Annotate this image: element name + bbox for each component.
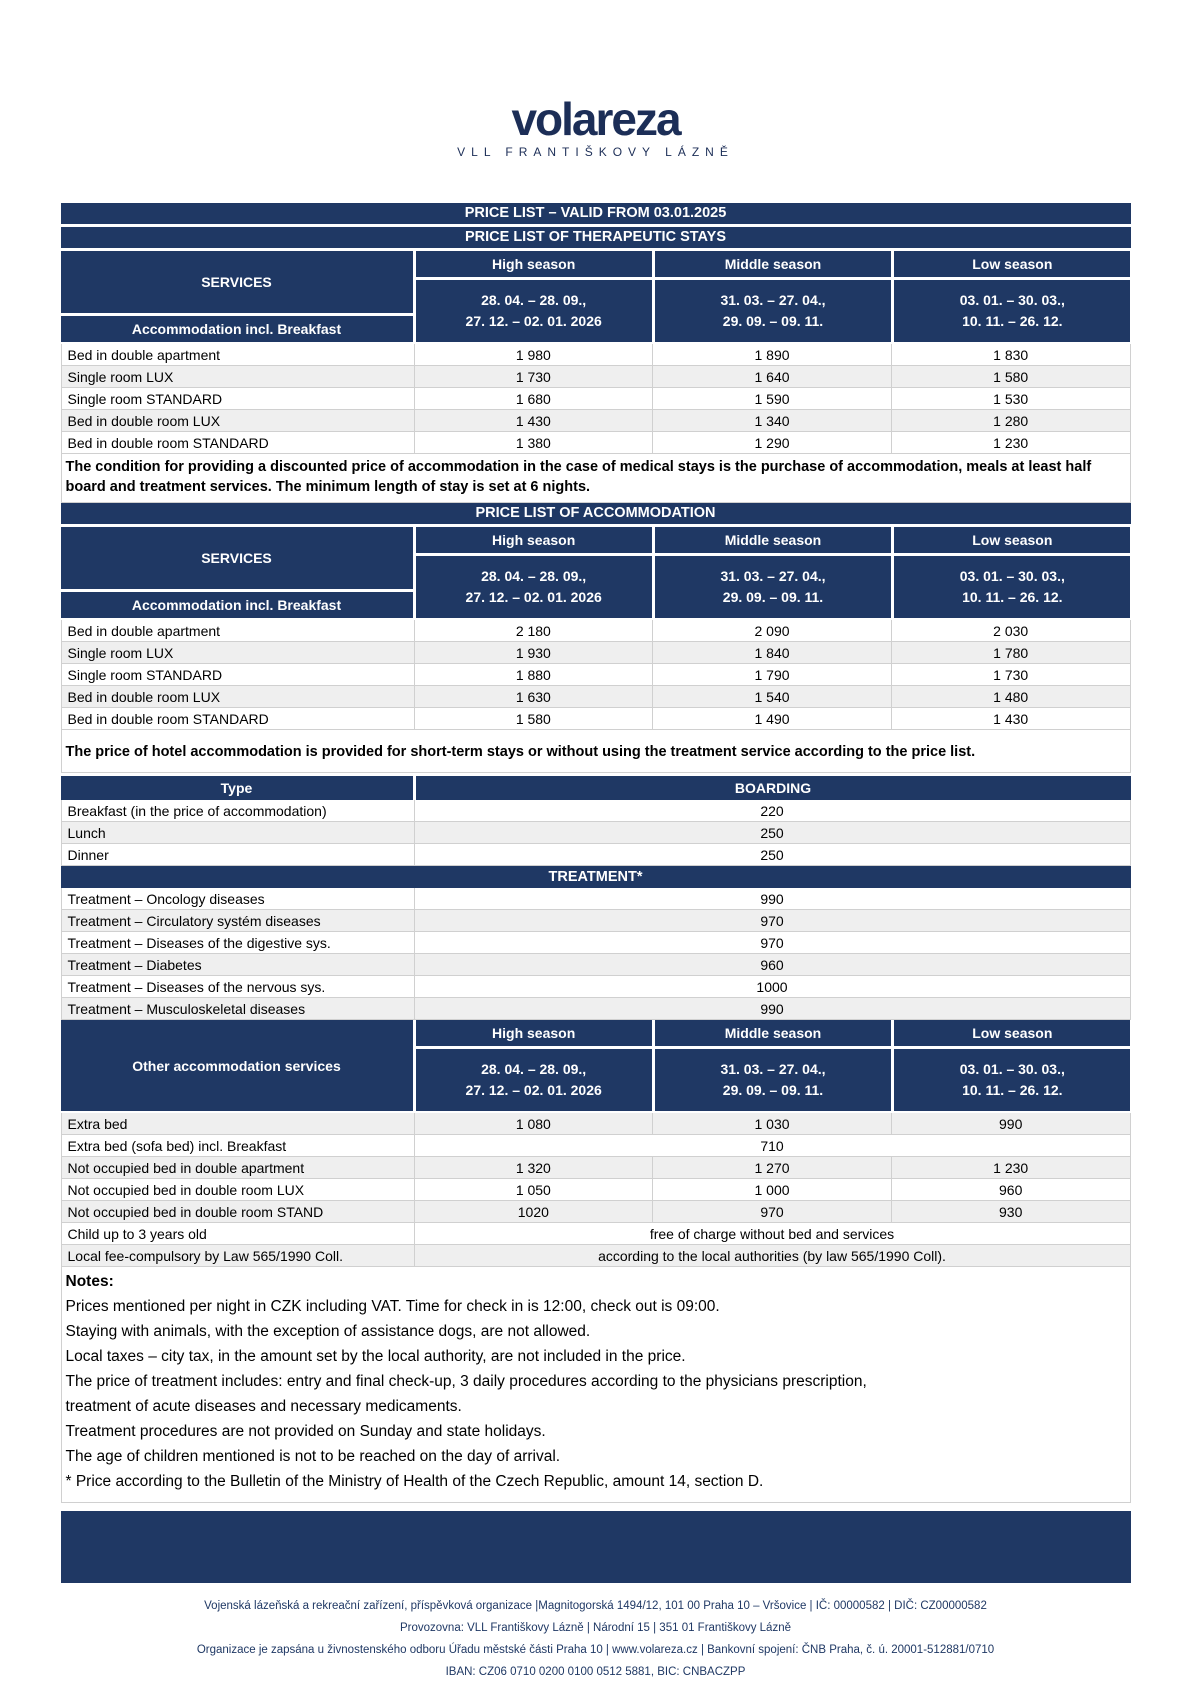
low-season-column-header: Low season 03. 01. – 30. 03., 10. 11. – 26. 12.	[894, 1020, 1130, 1111]
accommodation-section-title: PRICE LIST OF ACCOMMODATION	[61, 503, 1131, 524]
high-season-price: 1020	[414, 1201, 653, 1222]
low-season-price: 1 480	[891, 686, 1130, 707]
treatment-price: 990	[414, 998, 1130, 1019]
document-body	[61, 203, 1131, 1583]
table-row	[62, 1201, 1130, 1223]
middle-season-price: 1 540	[652, 686, 891, 707]
therapeutic-table-header	[61, 251, 1131, 342]
note-line: Local taxes – city tax, in the amount set by the local authority, are not included in the price.	[65, 1348, 686, 1365]
service-label: Bed in double room STANDARD	[67, 434, 269, 451]
high-season-dates: 28. 04. – 28. 09., 27. 12. – 02. 01. 2026	[416, 556, 652, 618]
treatment-price: 1000	[414, 976, 1130, 997]
high-season-price: 1 730	[414, 366, 653, 387]
logo	[0, 0, 1191, 159]
treatment-table	[61, 888, 1131, 1020]
treatment-type: Treatment – Diabetes	[67, 956, 202, 973]
middle-season-column-header: Middle season 31. 03. – 27. 04., 29. 09. – 09. 11.	[655, 251, 891, 342]
high-season-price: 1 680	[414, 388, 653, 409]
boarding-price: 220	[414, 800, 1130, 821]
high-season-dates: 28. 04. – 28. 09., 27. 12. – 02. 01. 2026	[416, 280, 652, 342]
other-services-table	[61, 1113, 1131, 1267]
low-season-price: 1 580	[891, 366, 1130, 387]
note-line: * Price according to the Bulletin of the Ministry of Health of the Czech Republic, amount 14, section D.	[65, 1473, 764, 1490]
high-season-price: 1 380	[414, 432, 653, 453]
service-label: Single room LUX	[67, 644, 174, 661]
high-season-price: 1 580	[414, 708, 653, 729]
low-season-price: 1 230	[891, 432, 1130, 453]
high-season-price: 1 630	[414, 686, 653, 707]
spanning-value: 710	[414, 1135, 1130, 1156]
service-label: Bed in double room LUX	[67, 688, 221, 705]
high-season-price: 1 050	[414, 1179, 653, 1200]
table-row	[62, 708, 1130, 730]
therapeutic-section-title: PRICE LIST OF THERAPEUTIC STAYS	[61, 227, 1131, 248]
table-row	[62, 366, 1130, 388]
service-label: Extra bed	[67, 1115, 128, 1132]
low-season-dates: 03. 01. – 30. 03., 10. 11. – 26. 12.	[894, 1049, 1130, 1111]
low-season-price: 1 730	[891, 664, 1130, 685]
services-column-header	[61, 527, 413, 618]
table-row	[62, 410, 1130, 432]
middle-season-dates: 31. 03. – 27. 04., 29. 09. – 09. 11.	[655, 556, 891, 618]
note-line: Staying with animals, with the exception of assistance dogs, are not allowed.	[65, 1323, 591, 1340]
table-row	[62, 344, 1130, 366]
middle-season-dates: 31. 03. – 27. 04., 29. 09. – 09. 11.	[655, 1049, 891, 1111]
treatment-section-title: TREATMENT*	[61, 866, 1131, 888]
note-line: The age of children mentioned is not to be reached on the day of arrival.	[65, 1448, 561, 1465]
notes-title: Notes:	[65, 1273, 114, 1290]
table-row	[62, 1223, 1130, 1245]
table-row	[62, 620, 1130, 642]
treatment-price: 970	[414, 932, 1130, 953]
service-label: Bed in double room LUX	[67, 412, 221, 429]
low-season-price: 1 780	[891, 642, 1130, 663]
middle-season-price: 2 090	[652, 620, 891, 641]
note-line: treatment of acute diseases and necessary medicaments.	[65, 1398, 462, 1415]
table-row	[62, 800, 1130, 822]
note-line: Prices mentioned per night in CZK including VAT. Time for check in is 12:00, check out is 09:00.	[65, 1298, 720, 1315]
table-row	[62, 954, 1130, 976]
spanning-value: free of charge without bed and services	[414, 1223, 1130, 1244]
logo-subtitle: VLL FRANTIŠKOVY LÁZNĚ	[457, 145, 734, 159]
high-season-price: 1 930	[414, 642, 653, 663]
service-label: Not occupied bed in double room LUX	[67, 1181, 305, 1198]
accommodation-table-header	[61, 527, 1131, 618]
notes-section	[61, 1267, 1131, 1503]
service-label: Extra bed (sofa bed) incl. Breakfast	[67, 1137, 287, 1154]
middle-season-price: 1 030	[652, 1113, 891, 1134]
service-label: Child up to 3 years old	[67, 1225, 207, 1242]
boarding-table	[61, 800, 1131, 866]
middle-season-price: 1 640	[652, 366, 891, 387]
service-label: Bed in double apartment	[67, 622, 221, 639]
middle-season-price: 970	[652, 1201, 891, 1222]
middle-season-price: 1 840	[652, 642, 891, 663]
middle-season-price: 1 790	[652, 664, 891, 685]
middle-season-column-header: Middle season 31. 03. – 27. 04., 29. 09. – 09. 11.	[655, 1020, 891, 1111]
service-label: Local fee-compulsory by Law 565/1990 Coll.	[67, 1247, 343, 1264]
service-label: Single room STANDARD	[67, 390, 223, 407]
table-row	[62, 998, 1130, 1020]
service-label: Not occupied bed in double room STAND	[67, 1203, 324, 1220]
high-season-price: 1 080	[414, 1113, 653, 1134]
footer-navy-bar	[61, 1511, 1131, 1583]
high-season-column-header: High season 28. 04. – 28. 09., 27. 12. – 02. 01. 2026	[416, 251, 652, 342]
middle-season-dates: 31. 03. – 27. 04., 29. 09. – 09. 11.	[655, 280, 891, 342]
therapeutic-table	[61, 344, 1131, 454]
therapeutic-condition-note: The condition for providing a discounted price of accommodation in the case of medical stays is the purchase of accommodation, meals at least half board and treatment services. The minimum length of stay is set at 6 nights.	[61, 454, 1131, 503]
middle-season-column-header: Middle season 31. 03. – 27. 04., 29. 09. – 09. 11.	[655, 527, 891, 618]
other-services-label: Other accommodation services	[61, 1020, 413, 1111]
middle-season-price: 1 290	[652, 432, 891, 453]
table-row	[62, 432, 1130, 454]
title-bar: PRICE LIST – VALID FROM 03.01.2025	[61, 203, 1131, 224]
low-season-column-header: Low season 03. 01. – 30. 03., 10. 11. – 26. 12.	[894, 251, 1130, 342]
other-services-column-header	[61, 1020, 413, 1111]
low-season-price: 1 430	[891, 708, 1130, 729]
high-season-price: 1 980	[414, 344, 653, 365]
table-row	[62, 1245, 1130, 1267]
services-label: SERVICES	[61, 527, 413, 589]
treatment-type: Treatment – Circulatory systém diseases	[67, 912, 321, 929]
table-row	[62, 686, 1130, 708]
table-row	[62, 1113, 1130, 1135]
boarding-price: 250	[414, 844, 1130, 865]
boarding-type: Lunch	[67, 824, 106, 841]
table-row	[62, 932, 1130, 954]
table-row	[62, 664, 1130, 686]
high-season-price: 2 180	[414, 620, 653, 641]
middle-season-price: 1 590	[652, 388, 891, 409]
middle-season-price: 1 890	[652, 344, 891, 365]
accommodation-incl-breakfast-label: Accommodation incl. Breakfast	[61, 316, 413, 342]
high-season-price: 1 880	[414, 664, 653, 685]
spanning-value: according to the local authorities (by law 565/1990 Coll).	[414, 1245, 1130, 1266]
footer-line: Organizace je zapsána u živnostenského odboru Úřadu městské části Praha 10 | www.volareza.cz | Bankovní spojení: ČNB Praha, č. ú. 20001-512881/0710	[196, 1644, 995, 1656]
middle-season-price: 1 000	[652, 1179, 891, 1200]
service-label: Single room STANDARD	[67, 666, 223, 683]
table-row	[62, 976, 1130, 998]
accommodation-price-note: The price of hotel accommodation is provided for short-term stays or without using the treatment service according to the price list.	[61, 730, 1131, 773]
low-season-price: 930	[891, 1201, 1130, 1222]
low-season-price: 1 830	[891, 344, 1130, 365]
table-row	[62, 888, 1130, 910]
middle-season-price: 1 340	[652, 410, 891, 431]
treatment-price: 990	[414, 888, 1130, 909]
low-season-price: 1 280	[891, 410, 1130, 431]
note-line: Treatment procedures are not provided on Sunday and state holidays.	[65, 1423, 546, 1440]
treatment-price: 960	[414, 954, 1130, 975]
other-services-table-header	[61, 1020, 1131, 1111]
table-row	[62, 844, 1130, 866]
services-column-header	[61, 251, 413, 342]
table-row	[62, 1179, 1130, 1201]
low-season-dates: 03. 01. – 30. 03., 10. 11. – 26. 12.	[894, 556, 1130, 618]
high-season-column-header: High season 28. 04. – 28. 09., 27. 12. – 02. 01. 2026	[416, 1020, 652, 1111]
type-label: Type	[61, 776, 413, 800]
service-label: Bed in double room STANDARD	[67, 710, 269, 727]
low-season-price: 1 230	[891, 1157, 1130, 1178]
treatment-type: Treatment – Diseases of the digestive sys.	[67, 934, 331, 951]
treatment-type: Treatment – Oncology diseases	[67, 890, 265, 907]
note-line: The price of treatment includes: entry and final check-up, 3 daily procedures according to the physicians prescription,	[65, 1373, 867, 1390]
table-row	[62, 1157, 1130, 1179]
boarding-type: Breakfast (in the price of accommodation)	[67, 802, 327, 819]
boarding-label: BOARDING	[416, 776, 1131, 800]
high-season-price: 1 430	[414, 410, 653, 431]
high-season-dates: 28. 04. – 28. 09., 27. 12. – 02. 01. 2026	[416, 1049, 652, 1111]
table-row	[62, 822, 1130, 844]
treatment-type: Treatment – Musculoskeletal diseases	[67, 1000, 306, 1017]
volareza-wordmark: volareza	[511, 93, 680, 145]
middle-season-price: 1 270	[652, 1157, 891, 1178]
treatment-price: 970	[414, 910, 1130, 931]
boarding-price: 250	[414, 822, 1130, 843]
table-row	[62, 1135, 1130, 1157]
table-row	[62, 388, 1130, 410]
low-season-price: 990	[891, 1113, 1130, 1134]
footer-line: IBAN: CZ06 0710 0200 0100 0512 5881, BIC: CNBACZPP	[445, 1666, 746, 1678]
high-season-column-header: High season 28. 04. – 28. 09., 27. 12. – 02. 01. 2026	[416, 527, 652, 618]
low-season-column-header: Low season 03. 01. – 30. 03., 10. 11. – 26. 12.	[894, 527, 1130, 618]
service-label: Single room LUX	[67, 368, 174, 385]
boarding-table-header	[61, 776, 1131, 800]
low-season-price: 960	[891, 1179, 1130, 1200]
low-season-price: 1 530	[891, 388, 1130, 409]
services-label: SERVICES	[61, 251, 413, 313]
table-row	[62, 910, 1130, 932]
service-label: Not occupied bed in double apartment	[67, 1159, 305, 1176]
boarding-type: Dinner	[67, 846, 109, 863]
table-row	[62, 642, 1130, 664]
middle-season-price: 1 490	[652, 708, 891, 729]
accommodation-table	[61, 620, 1131, 730]
footer-line: Provozovna: VLL Františkovy Lázně | Národní 15 | 351 01 Františkovy Lázně	[399, 1622, 791, 1634]
footer-line: Vojenská lázeňská a rekreační zařízení, příspěvková organizace |Magnitogorská 1494/12, 101 00 Praha 10 – Vršovice | IČ: 00000582 | DIČ: CZ00000582	[204, 1600, 987, 1612]
service-label: Bed in double apartment	[67, 346, 221, 363]
treatment-type: Treatment – Diseases of the nervous sys.	[67, 978, 326, 995]
low-season-dates: 03. 01. – 30. 03., 10. 11. – 26. 12.	[894, 280, 1130, 342]
high-season-price: 1 320	[414, 1157, 653, 1178]
document-footer	[0, 1595, 1191, 1684]
low-season-price: 2 030	[891, 620, 1130, 641]
accommodation-incl-breakfast-label: Accommodation incl. Breakfast	[61, 592, 413, 618]
